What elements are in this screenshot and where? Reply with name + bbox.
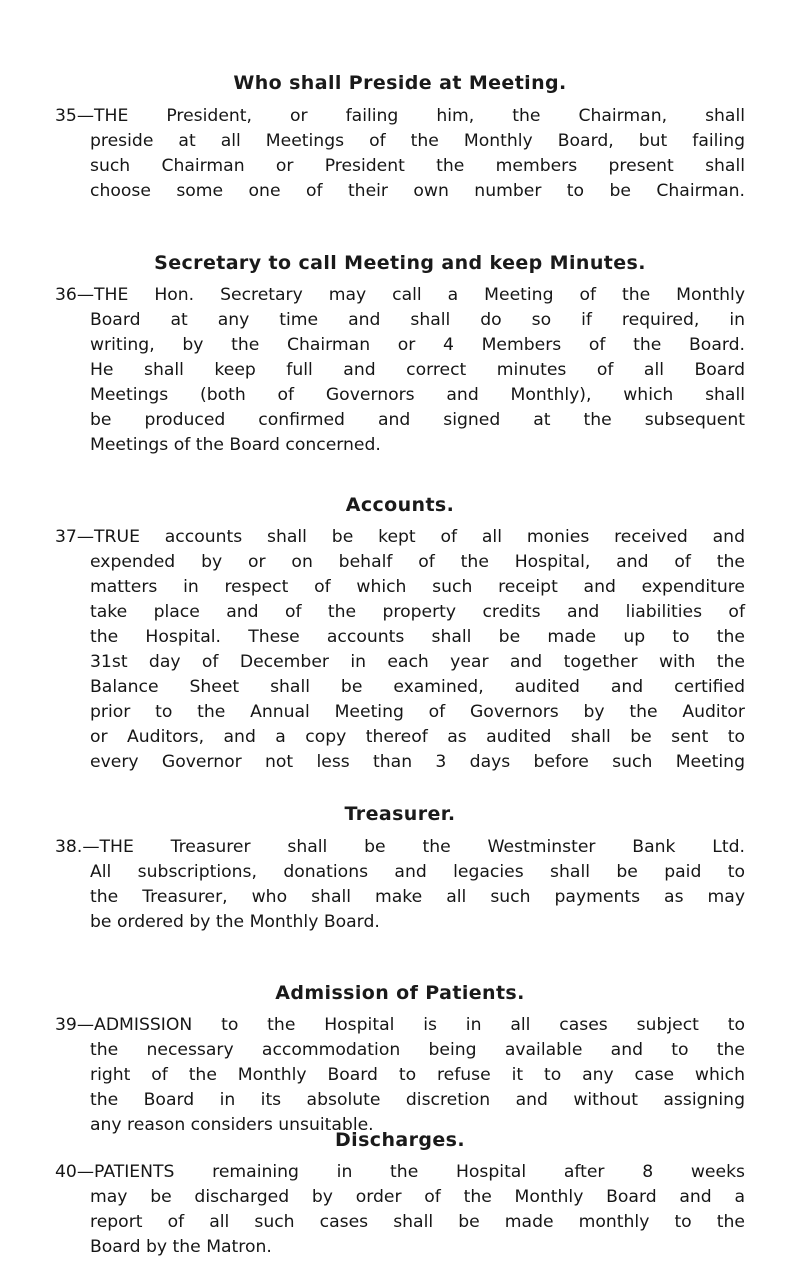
clause-line: report of all such cases shall be made monthly to the	[90, 1212, 745, 1232]
clause-line: the Board in its absolute discretion and without assigning	[90, 1090, 745, 1110]
clause-line: the necessary accommodation being available and to the	[90, 1040, 745, 1060]
clause-line: be ordered by the Monthly Board.	[90, 912, 380, 932]
clause-line: the Hospital. These accounts shall be made up to the	[90, 627, 745, 647]
clause-40	[55, 1160, 745, 1260]
clause-line: Meetings (both of Governors and Monthly), which shall	[90, 385, 745, 405]
clause-35	[55, 104, 745, 204]
clause-line: the Treasurer, who shall make all such payments as may	[90, 887, 745, 907]
clause-line: any reason considers unsuitable.	[90, 1115, 374, 1135]
clause-line: All subscriptions, donations and legacies shall be paid to	[90, 862, 745, 882]
clause-line: such Chairman or President the members present shall	[90, 156, 745, 176]
clause-line: right of the Monthly Board to refuse it to any case which	[90, 1065, 745, 1085]
clause-line: may be discharged by order of the Monthly Board and a	[90, 1187, 745, 1207]
clause-line: 40—PATIENTS remaining in the Hospital after 8 weeks	[55, 1162, 745, 1182]
clause-line: Board by the Matron.	[90, 1237, 272, 1257]
clause-line: prior to the Annual Meeting of Governors by the Auditor	[90, 702, 745, 722]
clause-38	[55, 835, 745, 935]
clause-37	[55, 525, 745, 775]
heading-who-shall-preside: Who shall Preside at Meeting.	[233, 72, 567, 94]
clause-line: 31st day of December in each year and together with the	[90, 652, 745, 672]
clause-line: 37—TRUE accounts shall be kept of all monies received and	[55, 527, 745, 547]
clause-line: 38.—THE Treasurer shall be the Westminster Bank Ltd.	[55, 837, 745, 857]
clause-line: 35—THE President, or failing him, the Chairman, shall	[55, 106, 745, 126]
clause-39	[55, 1013, 745, 1138]
clause-line: Board at any time and shall do so if required, in	[90, 310, 745, 330]
clause-line: take place and of the property credits and liabilities of	[90, 602, 745, 622]
clause-line: Balance Sheet shall be examined, audited and certified	[90, 677, 745, 697]
clause-line: Meetings of the Board concerned.	[90, 435, 381, 455]
heading-discharges: Discharges.	[335, 1129, 465, 1151]
clause-line: preside at all Meetings of the Monthly Board, but failing	[90, 131, 745, 151]
clause-line: writing, by the Chairman or 4 Members of the Board.	[90, 335, 745, 355]
heading-treasurer: Treasurer.	[344, 803, 456, 825]
clause-36	[55, 283, 745, 458]
heading-accounts: Accounts.	[345, 494, 455, 516]
clause-line: or Auditors, and a copy thereof as audited shall be sent to	[90, 727, 745, 747]
clause-line: 39—ADMISSION to the Hospital is in all cases subject to	[55, 1015, 745, 1035]
clause-line: expended by or on behalf of the Hospital, and of the	[90, 552, 745, 572]
clause-line: be produced confirmed and signed at the subsequent	[90, 410, 745, 430]
clause-line: every Governor not less than 3 days before such Meeting	[90, 752, 745, 772]
clause-line: choose some one of their own number to be Chairman.	[90, 181, 745, 201]
clause-line: matters in respect of which such receipt and expenditure	[90, 577, 745, 597]
clause-line: He shall keep full and correct minutes of all Board	[90, 360, 745, 380]
clause-line: 36—THE Hon. Secretary may call a Meeting of the Monthly	[55, 285, 745, 305]
heading-admission: Admission of Patients.	[275, 982, 525, 1004]
heading-secretary: Secretary to call Meeting and keep Minutes.	[154, 252, 646, 274]
